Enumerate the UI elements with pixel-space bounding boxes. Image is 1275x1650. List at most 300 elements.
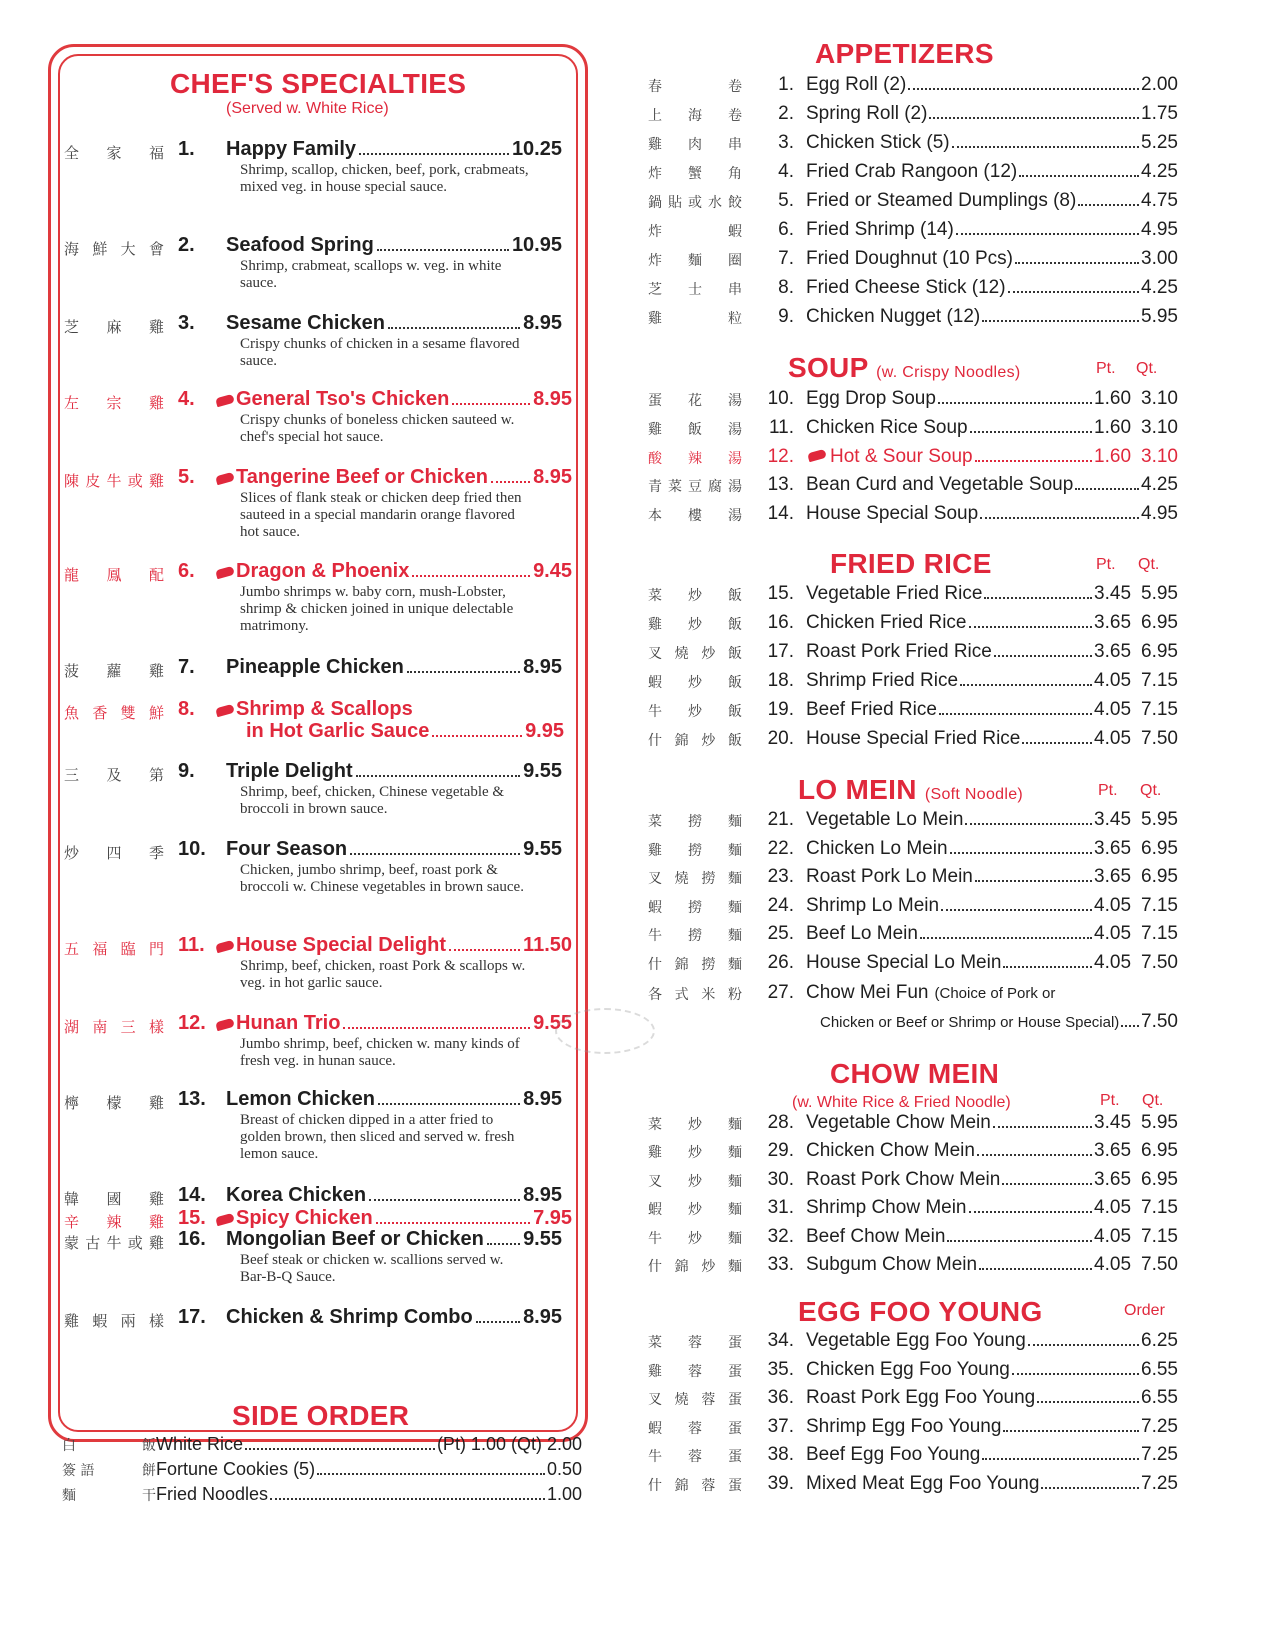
chinese-char: 燒 xyxy=(674,646,689,662)
item-price-pint: 4.05 xyxy=(1094,670,1132,691)
dot-leader xyxy=(452,403,530,405)
chinese-name xyxy=(64,470,164,491)
chinese-char: 雞 xyxy=(148,318,164,336)
chinese-char: 撈 xyxy=(701,957,716,973)
chinese-name xyxy=(64,702,164,723)
item-name-line xyxy=(806,1416,1178,1438)
item-name: Shrimp Egg Foo Young xyxy=(806,1415,1002,1437)
dot-leader xyxy=(487,1243,520,1245)
dot-leader xyxy=(1008,291,1139,293)
item-price-quart: 7.50 xyxy=(1141,952,1178,973)
item-number: 11. xyxy=(768,416,794,438)
item-price-pint: 1.60 xyxy=(1094,416,1132,438)
item-price-pint: 4.05 xyxy=(1094,923,1132,945)
dot-leader xyxy=(929,117,1139,119)
chinese-char: 牛 xyxy=(648,928,662,945)
item-number: 1. xyxy=(178,138,195,160)
dot-leader xyxy=(975,460,1092,462)
chinese-name xyxy=(648,868,742,888)
item-name-line xyxy=(236,388,572,411)
item-name-line xyxy=(226,312,562,335)
item-name-line xyxy=(806,583,1178,605)
side-order-item xyxy=(62,1434,582,1455)
item-name-line xyxy=(236,698,572,721)
item-note-cont: Chicken or Beef or Shrimp or House Special) xyxy=(820,1014,1120,1031)
dot-leader xyxy=(908,88,1139,90)
item-name-line-2 xyxy=(820,1011,1178,1033)
chinese-char: 蓉 xyxy=(701,1478,716,1494)
item-number: 3. xyxy=(178,312,195,334)
item-name-line xyxy=(806,503,1178,525)
item-name: House Special Fried Rice xyxy=(806,728,1021,749)
item-name-line xyxy=(806,132,1178,154)
item-price-pint: 4.95 xyxy=(1141,219,1178,240)
dot-leader xyxy=(1041,1487,1139,1489)
dot-leader xyxy=(491,481,530,483)
item-description: Shrimp, beef, chicken, Chinese vegetable & broccoli in brown sauce. xyxy=(240,784,505,817)
chinese-char: 蝦 xyxy=(648,1202,662,1219)
item-price-quart: 6.95 xyxy=(1141,641,1178,662)
item-name-line-2 xyxy=(246,720,564,743)
chinese-name xyxy=(648,419,742,439)
item-name-line xyxy=(226,234,562,257)
item-name: Subgum Chow Mein xyxy=(806,1254,978,1275)
item-number: 15. xyxy=(178,1207,206,1229)
chinese-name-suffix: 干 xyxy=(142,1488,156,1504)
item-name-line xyxy=(806,612,1178,634)
chinese-char: 麵 xyxy=(688,253,702,269)
item-number: 14. xyxy=(767,503,794,525)
item-name: Chicken Egg Foo Young xyxy=(806,1358,1010,1380)
chinese-char: 或 xyxy=(127,472,143,490)
soup-qt-header: Qt. xyxy=(1136,360,1158,377)
appetizers-item xyxy=(648,161,1178,187)
item-name-line xyxy=(806,728,1178,750)
item-price-pint: 4.95 xyxy=(1141,503,1178,525)
chinese-char: 香 xyxy=(92,704,108,722)
dot-leader xyxy=(960,684,1092,686)
chinese-char: 雞 xyxy=(648,1145,662,1162)
chinese-char: 撈 xyxy=(688,842,702,859)
chef-specialties-title: CHEF'S SPECIALTIES xyxy=(170,68,467,99)
item-number: 36. xyxy=(767,1387,794,1409)
chinese-char: 飯 xyxy=(728,617,742,633)
lo-mein-item xyxy=(648,895,1178,921)
chinese-char: 蛋 xyxy=(727,1478,742,1494)
chinese-char: 蓉 xyxy=(688,1363,702,1380)
soup-title xyxy=(788,352,1021,384)
dot-leader xyxy=(969,1211,1093,1213)
dot-leader xyxy=(982,320,1139,322)
egg-foo-young-order-header: Order xyxy=(1124,1302,1165,1319)
chinese-char: 什 xyxy=(648,1259,662,1275)
chinese-char: 式 xyxy=(674,987,689,1003)
dot-leader xyxy=(378,1103,520,1105)
chinese-name xyxy=(648,1199,742,1219)
chinese-char: 蝦 xyxy=(648,1420,662,1437)
item-price-pint: 7.25 xyxy=(1141,1473,1178,1494)
soup-item xyxy=(648,503,1178,529)
item-price: 8.95 xyxy=(523,1184,562,1206)
chinese-name xyxy=(648,476,742,496)
item-name-line xyxy=(806,982,1178,1004)
dot-leader xyxy=(1003,966,1092,968)
chinese-char: 鍋 xyxy=(648,195,662,211)
item-name-line xyxy=(236,1012,572,1035)
chinese-char: 宗 xyxy=(106,394,122,412)
chinese-char: 什 xyxy=(648,733,662,749)
chinese-char: 雞 xyxy=(148,1234,164,1252)
item-price-quart: 6.95 xyxy=(1141,1168,1178,1190)
fried-rice-item xyxy=(648,670,1178,696)
item-name-line xyxy=(806,306,1178,328)
item-name: Mixed Meat Egg Foo Young xyxy=(806,1473,1040,1494)
dot-leader xyxy=(376,1222,530,1224)
chinese-name xyxy=(648,1332,742,1352)
appetizers-item xyxy=(648,248,1178,274)
chinese-char: 粒 xyxy=(728,311,742,327)
appetizers-item xyxy=(648,132,1178,158)
fried-rice-item xyxy=(648,699,1178,725)
chinese-char: 飯 xyxy=(688,421,702,438)
chinese-char: 炒 xyxy=(701,1259,716,1275)
item-number: 25. xyxy=(767,923,794,945)
item-number: 39. xyxy=(767,1473,794,1494)
dot-leader xyxy=(1019,175,1139,177)
soup-item xyxy=(648,417,1178,443)
dot-leader xyxy=(1075,488,1139,490)
item-name: Tangerine Beef or Chicken xyxy=(236,466,488,488)
dot-leader xyxy=(920,937,1092,939)
dot-leader xyxy=(980,517,1139,519)
chinese-name xyxy=(64,660,164,681)
chinese-char: 樣 xyxy=(148,1018,164,1036)
chinese-char: 炒 xyxy=(701,646,716,662)
item-name-line xyxy=(806,1140,1178,1162)
chinese-name xyxy=(64,1211,164,1232)
chinese-name xyxy=(648,643,742,663)
item-price-pint: 3.45 xyxy=(1094,1112,1132,1133)
item-number: 17. xyxy=(178,1306,206,1328)
chinese-char: 雞 xyxy=(148,394,164,412)
chinese-char: 魚 xyxy=(64,704,80,722)
item-price: 0.50 xyxy=(546,1459,582,1479)
item-price-quart: 7.50 xyxy=(1141,1254,1178,1275)
dot-leader xyxy=(476,1321,520,1323)
lo-mein-subtitle: (Soft Noodle) xyxy=(924,786,1024,803)
chinese-char: 炸 xyxy=(648,166,662,182)
chinese-char: 鮮 xyxy=(92,240,108,258)
chinese-char: 辣 xyxy=(688,450,702,467)
fried-rice-title: FRIED RICE xyxy=(830,548,992,579)
chinese-char: 蝦 xyxy=(648,899,662,916)
chinese-char: 花 xyxy=(688,393,702,409)
item-number: 20. xyxy=(767,728,794,749)
chinese-char: 雞 xyxy=(64,1312,80,1330)
appetizers-item xyxy=(648,219,1178,245)
dot-leader xyxy=(938,402,1092,404)
chinese-char: 麵 xyxy=(728,842,742,859)
chow-mein-qt-header: Qt. xyxy=(1142,1092,1164,1109)
appetizers-item xyxy=(648,103,1178,129)
fried-rice-item xyxy=(648,612,1178,638)
chinese-name xyxy=(648,984,742,1004)
item-price-quart: 5.95 xyxy=(1141,1112,1178,1133)
dot-leader xyxy=(979,1268,1092,1270)
item-name-line xyxy=(806,248,1178,270)
dot-leader xyxy=(965,823,1092,825)
chinese-name xyxy=(64,142,164,163)
chinese-name-suffix: 飯 xyxy=(142,1438,156,1454)
item-number: 8. xyxy=(178,698,195,720)
item-number: 31. xyxy=(767,1197,794,1219)
item-name: Chicken Chow Mein xyxy=(806,1140,975,1162)
chinese-char: 雞 xyxy=(648,421,662,438)
item-name-line xyxy=(806,219,1178,241)
item-price-pint: 4.05 xyxy=(1094,1197,1132,1219)
chinese-char: 菜 xyxy=(648,814,662,830)
item-price: 8.95 xyxy=(533,466,572,488)
item-price-pint: 4.25 xyxy=(1141,277,1178,298)
item-price-pint: 4.75 xyxy=(1141,190,1178,211)
chinese-char: 牛 xyxy=(106,1234,122,1252)
dot-leader xyxy=(941,909,1092,911)
item-name-line xyxy=(226,1306,562,1329)
chinese-char: 牛 xyxy=(648,1230,662,1247)
chinese-char: 雞 xyxy=(648,137,662,153)
item-number: 6. xyxy=(178,560,195,582)
item-number: 13. xyxy=(767,474,794,496)
chinese-char: 皮 xyxy=(85,472,101,490)
lo-mein-title xyxy=(798,774,1023,806)
chinese-char: 三 xyxy=(64,766,80,784)
item-number: 2. xyxy=(178,234,195,256)
chinese-char: 麵 xyxy=(728,1145,742,1162)
item-name-line xyxy=(806,1112,1178,1134)
item-price: 8.95 xyxy=(523,1306,562,1328)
item-price-pint: 3.65 xyxy=(1094,1140,1132,1162)
fried-rice-item xyxy=(648,583,1178,609)
dot-leader xyxy=(977,1154,1092,1156)
item-name: Shrimp & Scallops xyxy=(236,698,413,720)
item-description: Crispy chunks of boneless chicken sauteed w. chef's special hot sauce. xyxy=(240,412,515,445)
dot-leader xyxy=(950,852,1093,854)
chinese-char: 炒 xyxy=(688,1202,702,1219)
item-name: Fortune Cookies (5) xyxy=(156,1459,316,1479)
lo-mein-item-chow-mei-fun xyxy=(648,982,1178,1008)
chinese-char: 菜 xyxy=(648,1335,662,1351)
chinese-name xyxy=(648,614,742,634)
item-price: 9.45 xyxy=(533,560,572,582)
item-price-pint: 3.65 xyxy=(1094,837,1132,859)
chinese-name xyxy=(648,954,742,974)
item-name: Triple Delight xyxy=(226,760,353,782)
item-price: 7.95 xyxy=(533,1207,572,1229)
chinese-char: 菜 xyxy=(668,479,682,496)
item-name-line xyxy=(226,760,562,783)
chinese-char: 蓉 xyxy=(688,1449,702,1466)
chinese-name xyxy=(648,1142,742,1162)
item-number: 5. xyxy=(178,466,195,488)
item-name: Spring Roll (2) xyxy=(806,103,928,124)
item-number: 28. xyxy=(767,1112,794,1133)
chinese-char: 雞 xyxy=(148,662,164,680)
item-price-quart: 7.15 xyxy=(1141,894,1178,916)
chinese-name xyxy=(64,1188,164,1209)
item-name: Sesame Chicken xyxy=(226,312,385,334)
item-name: Fried Shrimp (14) xyxy=(806,219,954,240)
item-name: Shrimp Lo Mein xyxy=(806,894,940,916)
item-name-line xyxy=(226,656,562,679)
item-description: Chicken, jumbo shrimp, beef, roast pork & broccoli w. Chinese vegetables in brown sauce. xyxy=(240,862,524,895)
chinese-char: 撈 xyxy=(688,928,702,945)
egg-foo-young-item xyxy=(648,1359,1178,1385)
egg-foo-young-item xyxy=(648,1416,1178,1442)
chinese-char: 肉 xyxy=(688,137,702,153)
item-name: House Special Lo Mein xyxy=(806,952,1002,973)
item-number: 14. xyxy=(178,1184,206,1206)
chinese-name xyxy=(64,316,164,337)
chinese-name xyxy=(648,840,742,860)
dot-leader xyxy=(245,1448,435,1450)
item-name-line xyxy=(226,1184,562,1207)
item-name-line xyxy=(236,934,572,957)
chinese-char: 菜 xyxy=(648,588,662,604)
chinese-char: 叉 xyxy=(648,1173,662,1190)
chinese-char: 門 xyxy=(148,940,164,958)
chinese-char: 撈 xyxy=(701,871,716,888)
side-order-item xyxy=(62,1484,582,1505)
item-name-line xyxy=(806,809,1178,831)
chinese-char: 或 xyxy=(688,195,702,211)
item-description: Breast of chicken dipped in a atter fried to golden brown, then sliced and served w. fresh lemon sauce. xyxy=(240,1112,515,1162)
item-name: Chicken & Shrimp Combo xyxy=(226,1306,473,1328)
item-price-pint: 1.60 xyxy=(1094,388,1132,409)
item-number: 34. xyxy=(767,1330,794,1351)
item-number: 2. xyxy=(778,103,794,124)
chinese-char: 大 xyxy=(120,240,136,258)
dot-leader xyxy=(270,1498,545,1500)
chinese-char: 海 xyxy=(64,240,80,258)
chinese-char: 串 xyxy=(728,282,742,298)
chinese-char: 麵 xyxy=(727,957,742,973)
soup-item xyxy=(648,388,1178,414)
item-name-line xyxy=(806,641,1178,663)
chinese-name-suffix: 餅 xyxy=(142,1463,156,1479)
item-name: Chicken Nugget (12) xyxy=(806,306,981,327)
egg-foo-young-item xyxy=(648,1330,1178,1356)
item-price-quart: 7.50 xyxy=(1141,728,1178,749)
chinese-name xyxy=(648,1256,742,1276)
chinese-char: 家 xyxy=(106,144,122,162)
chinese-char: 炸 xyxy=(648,224,662,240)
chinese-name xyxy=(648,279,742,299)
item-name-line xyxy=(806,74,1178,96)
item-price-quart: 7.15 xyxy=(1141,699,1178,720)
chinese-char: 蝦 xyxy=(92,1312,108,1330)
appetizers-item xyxy=(648,277,1178,303)
item-price-quart: 6.95 xyxy=(1141,612,1178,633)
chinese-char: 炒 xyxy=(64,844,80,862)
chinese-name xyxy=(648,730,742,750)
dot-leader xyxy=(1121,1025,1139,1027)
item-name: Mongolian Beef or Chicken xyxy=(226,1228,484,1250)
soup-pt-header: Pt. xyxy=(1096,360,1116,377)
item-price-quart: 5.95 xyxy=(1141,583,1178,604)
chinese-name: 白 xyxy=(62,1438,76,1454)
item-number: 26. xyxy=(767,952,794,973)
dot-leader xyxy=(956,233,1139,235)
appetizers-title: APPETIZERS xyxy=(815,38,994,69)
lo-mein-item xyxy=(648,866,1178,892)
chinese-name xyxy=(648,811,742,831)
chinese-name xyxy=(648,1114,742,1134)
item-number: 18. xyxy=(767,670,794,691)
chow-mein-pt-header: Pt. xyxy=(1100,1092,1120,1109)
chinese-char: 龍 xyxy=(64,566,80,584)
chinese-name xyxy=(64,238,164,259)
item-name: Chicken Rice Soup xyxy=(806,416,968,438)
chinese-char: 飯 xyxy=(727,733,742,749)
chinese-char: 兩 xyxy=(120,1312,136,1330)
chinese-char: 蘿 xyxy=(106,662,122,680)
chinese-char: 錦 xyxy=(674,1259,689,1275)
chinese-name xyxy=(64,842,164,863)
item-price-quart: 7.15 xyxy=(1141,923,1178,945)
chinese-char: 撈 xyxy=(688,814,702,830)
chinese-char: 牛 xyxy=(648,704,662,720)
item-name-line xyxy=(806,923,1178,945)
chinese-char: 海 xyxy=(688,108,702,124)
item-number: 15. xyxy=(767,583,794,604)
item-name: Beef Egg Foo Young xyxy=(806,1444,981,1466)
chow-mein-subtitle: (w. White Rice & Fried Noodle) xyxy=(792,1094,1011,1111)
chinese-char: 辛 xyxy=(64,1213,80,1231)
chinese-char: 蛋 xyxy=(648,393,662,409)
item-price-quart: 5.95 xyxy=(1141,809,1178,830)
appetizers-item xyxy=(648,190,1178,216)
chinese-char: 卷 xyxy=(728,79,742,95)
chinese-name xyxy=(64,1310,164,1331)
item-price-pint: 5.95 xyxy=(1141,306,1178,327)
chinese-char: 左 xyxy=(64,394,80,412)
chinese-char: 麵 xyxy=(727,1259,742,1275)
chinese-char: 菠 xyxy=(64,662,80,680)
lo-mein-item xyxy=(648,923,1178,949)
item-number: 35. xyxy=(767,1358,794,1380)
item-price-quart: 7.15 xyxy=(1141,1197,1178,1219)
chinese-char: 湖 xyxy=(64,1018,80,1036)
item-price-pint: 6.55 xyxy=(1141,1387,1178,1409)
item-name: Egg Drop Soup xyxy=(806,388,936,409)
chinese-name xyxy=(648,1361,742,1381)
chinese-char: 炒 xyxy=(688,617,702,633)
item-price: 11.50 xyxy=(523,934,572,956)
item-price: 7.50 xyxy=(1141,1011,1178,1032)
item-name-line xyxy=(806,161,1178,183)
item-price-pint: 7.25 xyxy=(1141,1415,1178,1437)
item-price-pint: 4.05 xyxy=(1094,894,1132,916)
item-name-line xyxy=(226,138,562,161)
chinese-char: 本 xyxy=(648,508,662,525)
chinese-char: 全 xyxy=(64,144,80,162)
dot-leader xyxy=(1003,1430,1139,1432)
item-name: Shrimp Chow Mein xyxy=(806,1197,967,1219)
lo-mein-item-chow-mei-fun-cont xyxy=(648,1011,1178,1037)
chinese-name xyxy=(648,1475,742,1495)
item-price-pint: 3.65 xyxy=(1094,1168,1132,1190)
chinese-name xyxy=(64,392,164,413)
